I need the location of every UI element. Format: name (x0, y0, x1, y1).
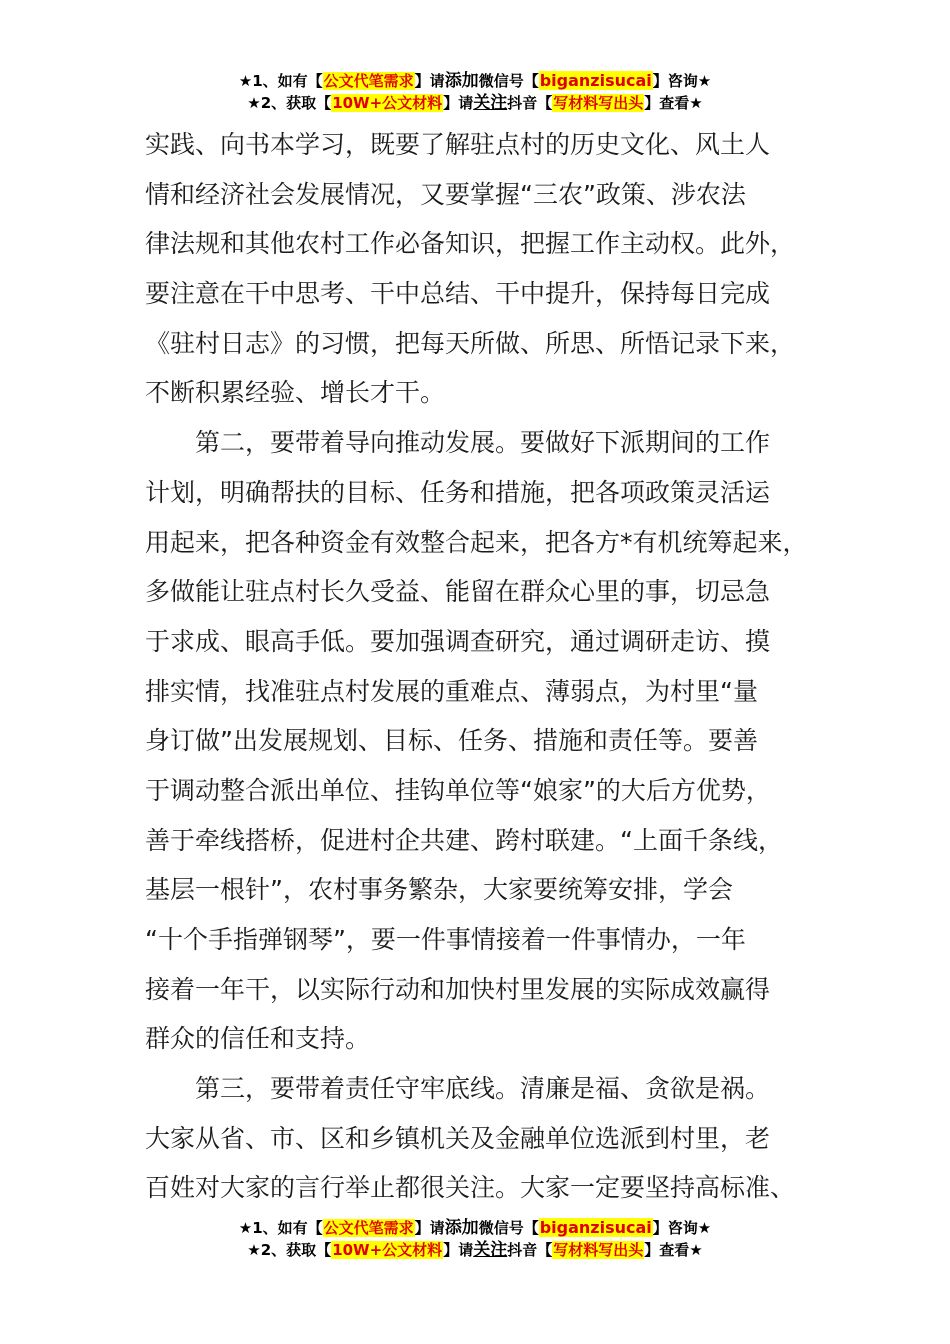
text-line: 群众的信任和支持。 (145, 1024, 371, 1054)
banner-text-emph: 添加 (444, 71, 479, 91)
star-icon: ★ (238, 72, 253, 90)
banner-text: 】咨询★ (652, 72, 712, 90)
header-banner (0, 70, 950, 114)
banner-text: 抖音【 (507, 94, 553, 112)
text-line: 计划，明确帮扶的目标、任务和措施，把各项政策灵活运 (145, 477, 771, 507)
banner-text: 1、如有【 (252, 72, 323, 90)
text-line: 要注意在干中思考、干中总结、干中提升，保持每日完成 (145, 279, 771, 309)
star-icon: ★ (247, 94, 261, 112)
star-icon: ★ (247, 1241, 261, 1259)
banner-text: 】请 (414, 72, 445, 90)
text-line: “十个手指弹钢琴”，要一件事情接着一件事情办，一年 (145, 925, 746, 954)
paragraph-start: 第二，要带着导向推动发展。要做好下派期间的工作 (145, 428, 771, 458)
text-line: 百姓对大家的言行举止都很关注。大家一定要坚持高标准、 (145, 1173, 796, 1203)
text-line: 于调动整合派出单位、挂钩单位等“娘家”的大后方优势， (145, 775, 771, 805)
banner-text: 微信号【 (478, 72, 539, 90)
paragraph-start: 第三，要带着责任守牢底线。清廉是福、贪欲是祸。 (145, 1074, 771, 1104)
text-line: 情和经济社会发展情况，又要掌握“三农”政策、涉农法 (145, 179, 746, 209)
text-line: 排实情，找准驻点村发展的重难点、薄弱点，为村里“量 (145, 676, 758, 706)
footer-banner (0, 1217, 950, 1261)
document-body (145, 120, 825, 1213)
banner-text: 抖音【 (507, 1241, 553, 1259)
text-line: 身订做”出发展规划、目标、任务、措施和责任等。要善 (145, 726, 758, 756)
banner-text: 】查看★ (644, 1241, 703, 1259)
highlight-service: 公文代笔需求 (323, 72, 414, 90)
text-line: 用起来，把各种资金有效整合起来，把各方*有机统筹起来， (145, 527, 808, 557)
highlight-materials: 10W+公文材料 (332, 94, 443, 112)
highlight-materials: 10W+公文材料 (332, 1241, 443, 1259)
banner-text: 】咨询★ (652, 1219, 712, 1237)
banner-text: 2、获取【 (260, 94, 332, 112)
highlight-wechat-id: biganzisucai (539, 1218, 652, 1237)
highlight-douyin: 写材料写出头 (553, 94, 644, 112)
text-line: 善于牵线搭桥，促进村企共建、跨村联建。“上面千条线， (145, 825, 783, 855)
text-line: 不断积累经验、增长才干。 (145, 378, 446, 408)
text-line: 《驻村日志》的习惯，把每天所做、所思、所悟记录下来， (145, 328, 796, 358)
highlight-wechat-id: biganzisucai (539, 71, 652, 90)
text-line: 多做能让驻点村长久受益、能留在群众心里的事，切忌急 (145, 577, 771, 607)
highlight-service: 公文代笔需求 (323, 1219, 414, 1237)
banner-text: 2、获取【 (260, 1241, 332, 1259)
banner-text-emph: 添加 (444, 1218, 479, 1238)
text-line: 接着一年干，以实际行动和加快村里发展的实际成效赢得 (145, 974, 771, 1004)
banner-line-2 (0, 1239, 950, 1261)
banner-text: 】查看★ (644, 94, 703, 112)
banner-text: 】请 (443, 1241, 474, 1259)
banner-line-1 (0, 70, 950, 92)
text-line: 于求成、眼高手低。要加强调查研究，通过调研走访、摸 (145, 626, 771, 656)
banner-text-emph: 关注 (473, 1240, 508, 1260)
text-line: 大家从省、市、区和乡镇机关及金融单位选派到村里，老 (145, 1123, 771, 1153)
text-line: 基层一根针”，农村事务繁杂，大家要统筹安排，学会 (145, 875, 733, 905)
banner-text: 微信号【 (478, 1219, 539, 1237)
highlight-douyin: 写材料写出头 (553, 1241, 644, 1259)
banner-text: 1、如有【 (252, 1219, 323, 1237)
text-line: 实践、向书本学习，既要了解驻点村的历史文化、风土人 (145, 130, 771, 159)
banner-text: 】请 (443, 94, 474, 112)
star-icon: ★ (238, 1219, 253, 1237)
banner-text: 】请 (414, 1219, 445, 1237)
banner-text-emph: 关注 (473, 93, 508, 113)
text-line: 律法规和其他农村工作必备知识，把握工作主动权。此外， (145, 229, 796, 259)
banner-line-1 (0, 1217, 950, 1239)
banner-line-2 (0, 92, 950, 114)
